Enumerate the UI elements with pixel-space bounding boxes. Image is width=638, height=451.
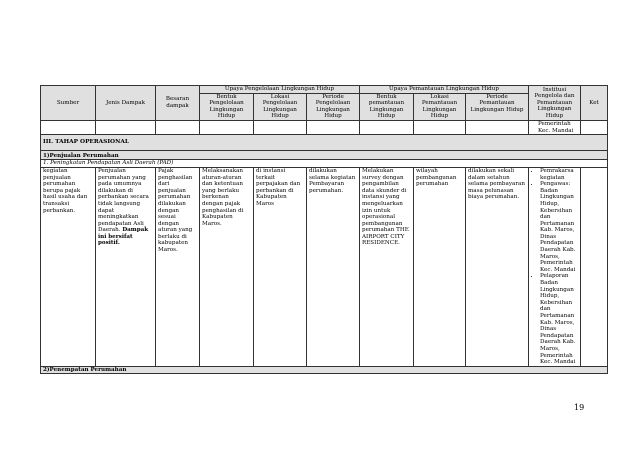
cell-periode-pengelolaan: dilakukan selama kegiatan Pembayaran perumahan. [307,167,360,366]
header-row-1 [41,86,608,94]
institusi-list [531,168,578,366]
institusi-line: Pertamanan [540,313,575,319]
institusi-line: Pertamanan [540,220,575,227]
institusi-line: dan [540,306,551,313]
cell-bentuk-pemantauan: Melakukan survey dengan pengambilan data skunder di instansi yang mengeluarkan izin untuk operasional pembangunan perumahan THE AIRPORT CITY RESIDENCE. [360,167,414,366]
header-periode-pemantauan: Periode Pemantauan Lingkungan Hidup [466,93,529,120]
institusi-line: dan [540,214,551,221]
institusi-line: Badan [540,280,558,287]
institusi-line: Hidup, [540,293,560,300]
header-besaran-dampak: Besaran dampak [156,86,200,121]
institusi-label: Pemrakarsa [540,167,574,174]
cell-bentuk-pengelolaan: Melaksanakan aturan-aturan dan ketentuan yang berlaku berkenan dengan pajak penghasilan di Kabupaten Maros. [200,167,254,366]
header-ket: Ket [581,86,608,121]
header-sumber: Sumber [41,86,96,121]
institusi-item-pengawas [540,181,578,273]
institusi-line: Hidup, [540,200,560,207]
institusi-line: Kec. Mandai [540,266,576,273]
subsection-penjualan: 1)Penjualan Perumahan [41,150,608,160]
institusi-line: Pemerintah [540,352,573,359]
cell-lokasi-pengelolaan: di instansi terkait perpajakan dan perbankan di Kabupaten Maros [254,167,307,366]
subsection-row-1 [41,150,608,160]
institusi-item-pemrakarsa [540,168,578,181]
ukl-upl-table-sheet [40,85,607,374]
institusi-line: Pendapatan [540,240,574,247]
jenis-dampak-bold: Dampak ini bersifat positif. [98,227,149,247]
institusi-label: Pelaporan [540,273,569,280]
institusi-line: Pemerintah [540,260,573,267]
cell-besaran: Pajak penghasilan dari penjualan perumahan dilakukan dengan sesuai dengan aturan yang berlaku di kabupaten Maros. [156,167,200,366]
section-title: III. TAHAP OPERASIONAL [41,135,608,151]
cell-sumber: kegiatan penjualan perumahan berupa pajak hasil usaha dan transaksi perbankan. [41,167,96,366]
cell-institusi [529,167,581,366]
header-periode-pengelolaan: Periode Pengelolaan Lingkungan Hidup [307,93,360,120]
page-number: 19 [574,403,585,412]
header-jenis-dampak: Jenis Dampak [96,86,156,121]
jenis-dampak-text: Penjualan perumahan yang pada umumnya dilakukan di perbankan secara tidak langsung dapat meningkatkan pendapatan Asli Daerah. [98,167,149,234]
section-row [41,135,608,151]
institusi-line: Dinas [540,326,557,333]
institusi-line: Kec. Mandai [540,359,576,366]
header-lokasi-pemantauan: Lokasi Pemantauan Lingkungan Hidup [414,93,466,120]
institusi-line: Dinas [540,233,557,240]
institusi-line: Kab. Maros, [540,319,575,326]
institusi-line: Maros, [540,253,560,260]
institusi-line: Daerah Kab. [540,339,576,346]
institusi-line: Kab. Maros, [540,227,575,234]
subsection-row-2 [41,366,608,374]
impact-label-row [41,160,608,168]
impact-label: 1. Peningkatan Pendapatan Asli Daerah (PAD) [41,160,608,168]
header-institusi: Institusi Pengelola dan Pemantauan Lingkungan Hidup [529,86,581,121]
institusi-line: Lingkungan [540,194,574,201]
institusi-line: Badan [540,187,558,194]
institusi-line: kegiatan [540,174,565,181]
institusi-line: Daerah Kab. [540,247,576,254]
institusi-line: Kebersihan [540,207,573,214]
cell-jenis-dampak [96,167,156,366]
institusi-item-pelaporan [540,273,578,365]
cell-lokasi-pemantauan: wilayah pembangunan perumahan [414,167,466,366]
institusi-line: Lingkungan [540,286,574,293]
header-upaya-pengelolaan: Upaya Pengelolaan Lingkungan Hidup [200,86,360,94]
cell-ket [581,167,608,366]
environmental-management-table [40,85,608,374]
institusi-line: Pendapatan [540,332,574,339]
carryover-institusi: Pemerintah Kec. Mandai [529,120,581,134]
header-upaya-pemantauan: Upaya Pemantauan Lingkungan Hidup [360,86,529,94]
header-bentuk-pemantauan: Bentuk pemantauan Lingkungan Hidup [360,93,414,120]
institusi-line: Maros, [540,345,560,352]
header-bentuk-pengelolaan: Bentuk Pengelolaan Lingkungan Hidup [200,93,254,120]
institusi-line: Kebersihan [540,299,573,306]
subsection-penempatan: 2)Penempatan Perumahan [41,366,608,374]
cell-periode-pemantauan: dilakukan sekali dalam setahun selama pembayaran masa pelunasan biaya perumahan. [466,167,529,366]
institusi-label: Pengawas: [540,181,571,188]
header-lokasi-pengelolaan: Lokasi Pengelolaan Lingkungan Hidup [254,93,307,120]
table-row [41,167,608,366]
carryover-row [41,120,608,134]
